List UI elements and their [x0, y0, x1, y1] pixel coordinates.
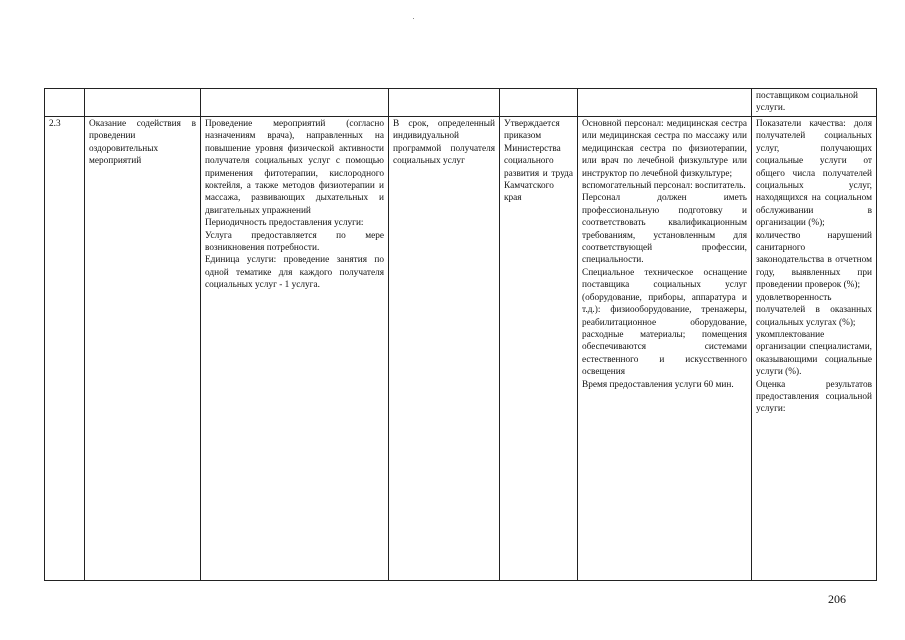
- quality-paragraph: укомплектование организации специалистами, оказывающими социальные услуги (%).: [756, 329, 872, 378]
- conditions-paragraph: Персонал должен иметь профессиональную подготовку и соответствовать квалификационным требованиям, установленным для соответствующей профессии, специальности.: [582, 193, 747, 266]
- conditions-paragraph: Время предоставления услуги 60 мин.: [582, 379, 734, 390]
- quality-paragraph: удовлетворенность получателей в оказанных социальных услугах (%);: [756, 292, 872, 328]
- cell-service-term: В срок, определенный индивидуальной программой получателя социальных услуг: [389, 117, 500, 581]
- cell-row-number: 2.3: [45, 117, 85, 581]
- cell-quality-continuation: поставщиком социальной услуги.: [752, 89, 877, 117]
- conditions-paragraph: Основной персонал: медицинская сестра или медицинская сестра по массажу или медицинская сестра по физиотерапии, или врач по лечебной физкультуре или инструктор по лечебной физкультуре;: [582, 119, 747, 179]
- services-table: [44, 88, 877, 581]
- cell-empty: [578, 89, 752, 117]
- content-paragraph: Услуга предоставляется по мере возникновения потребности.: [205, 230, 384, 254]
- cell-empty: [45, 89, 85, 117]
- cell-conditions: [578, 117, 752, 581]
- cell-empty: [201, 89, 389, 117]
- cell-service-content: [201, 117, 389, 581]
- cell-empty: [389, 89, 500, 117]
- quality-paragraph: Показатели качества: доля получателей социальных услуг, получающих социальные услуги от общего числа получателей социальных услуг, находящихся на социальном обслуживании в организации (%);: [756, 119, 872, 229]
- content-paragraph: Периодичность предоставления услуги:: [205, 218, 364, 229]
- conditions-paragraph: вспомогательный персонал: воспитатель.: [582, 181, 746, 192]
- quality-paragraph: Оценка результатов предоставления социальной услуги:: [756, 379, 872, 415]
- cell-quality-indicators: [752, 117, 877, 581]
- quality-paragraph: количество нарушений санитарного законодательства в отчетном году, выявленных при проведении проверок (%);: [756, 230, 872, 291]
- continuation-row: [45, 89, 877, 117]
- table-row: [45, 117, 877, 581]
- content-paragraph: Проведение мероприятий (согласно назначениям врача), направленных на повышение уровня физической активности получателя социальных услуг с помощью применения фитотерапии, кислородного коктейля, а также методов физиотерапии и массажа, развивающих дыхательных и двигательных упражнений: [205, 119, 384, 216]
- conditions-paragraph: Специальное техническое оснащение поставщика социальных услуг (оборудование, приборы, аппаратура и т.д.): физиооборудование, тренажеры, реабилитационное оборудование, расходные материалы; помещения обеспечиваются системами естественного и искусственного освещения: [582, 267, 747, 378]
- cell-tariff: Утверждается приказом Министерства социального развития и труда Камчатского края: [500, 117, 578, 581]
- cell-empty: [500, 89, 578, 117]
- page-number: 206: [828, 592, 846, 606]
- cell-empty: [85, 89, 201, 117]
- scan-speck: [413, 18, 414, 19]
- content-paragraph: Единица услуги: проведение занятия по одной тематике для каждого получателя социальных услуг - 1 услуга.: [205, 255, 384, 291]
- cell-service-name: Оказание содействия в проведении оздоровительных мероприятий: [85, 117, 201, 581]
